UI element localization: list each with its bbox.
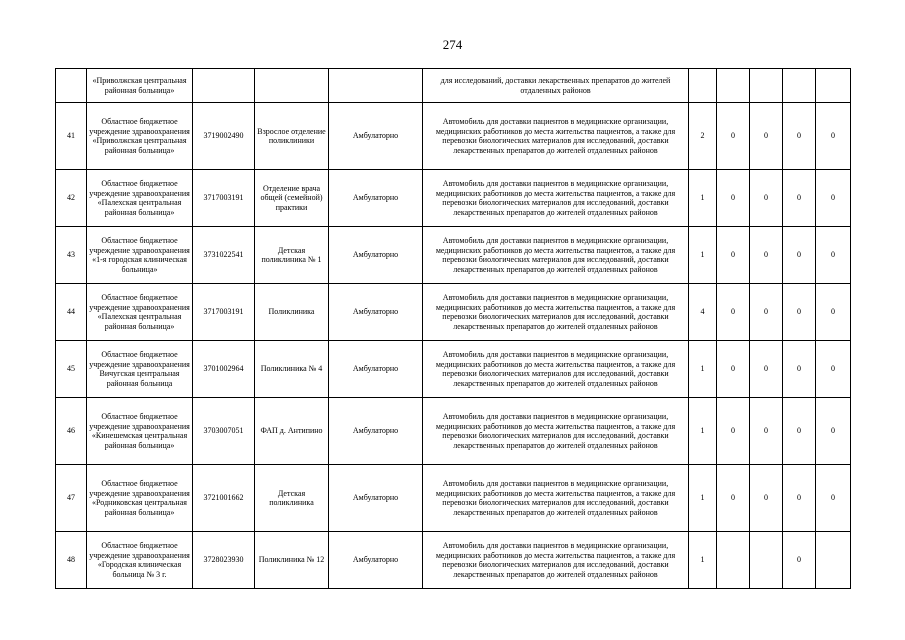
- count-cell: 0: [816, 341, 851, 398]
- vehicle-purpose: Автомобиль для доставки пациентов в медицинские организации, медицинских работников до места жительства пациентов, а также для перевозки биологических материалов для исследований, доставки лекарственных препаратов до жителей отдаленных районов: [423, 465, 689, 532]
- count-cell: 0: [717, 227, 750, 284]
- table-row: [56, 103, 851, 170]
- vehicle-purpose: для исследований, доставки лекарственных препаратов до жителей отдаленных районов: [423, 69, 689, 103]
- count-cell: 0: [783, 170, 816, 227]
- vehicle-allocation-table: [55, 68, 851, 589]
- count-cell: 1: [689, 341, 717, 398]
- organization-code: 3701002964: [193, 341, 255, 398]
- care-conditions: Амбулаторно: [329, 170, 423, 227]
- count-cell: 1: [689, 532, 717, 589]
- care-conditions: Амбулаторно: [329, 532, 423, 589]
- count-cell: 0: [750, 103, 783, 170]
- organization-name: Областное бюджетное учреждение здравоохранения «Приволжская центральная районная больница»: [87, 103, 193, 170]
- organization-code: 3719002490: [193, 103, 255, 170]
- department-name: Детская поликлиника: [255, 465, 329, 532]
- department-name: Поликлиника № 4: [255, 341, 329, 398]
- row-number: 48: [56, 532, 87, 589]
- count-cell: [783, 69, 816, 103]
- count-cell: 0: [816, 284, 851, 341]
- count-cell: 0: [783, 398, 816, 465]
- row-number: [56, 69, 87, 103]
- count-cell: 1: [689, 227, 717, 284]
- count-cell: 0: [783, 227, 816, 284]
- vehicle-purpose: Автомобиль для доставки пациентов в медицинские организации, медицинских работников до места жительства пациентов, а также для перевозки биологических материалов для исследований, доставки лекарственных препаратов до жителей отдаленных районов: [423, 532, 689, 589]
- count-cell: 0: [750, 284, 783, 341]
- count-cell: 0: [816, 465, 851, 532]
- care-conditions: [329, 69, 423, 103]
- table-row: [56, 398, 851, 465]
- table-row: [56, 284, 851, 341]
- count-cell: 0: [816, 398, 851, 465]
- care-conditions: Амбулаторно: [329, 103, 423, 170]
- count-cell: 0: [750, 398, 783, 465]
- organization-code: 3728023930: [193, 532, 255, 589]
- organization-code: [193, 69, 255, 103]
- count-cell: 0: [717, 465, 750, 532]
- count-cell: 0: [750, 341, 783, 398]
- vehicle-purpose: Автомобиль для доставки пациентов в медицинские организации, медицинских работников до места жительства пациентов, а также для перевозки биологических материалов для исследований, доставки лекарственных препаратов до жителей отдаленных районов: [423, 284, 689, 341]
- count-cell: 0: [717, 398, 750, 465]
- organization-name: Областное бюджетное учреждение здравоохранения «Кинешемская центральная районная больница»: [87, 398, 193, 465]
- row-number: 45: [56, 341, 87, 398]
- table-row: [56, 227, 851, 284]
- department-name: Детская поликлиника № 1: [255, 227, 329, 284]
- table-row: [56, 465, 851, 532]
- count-cell: [750, 532, 783, 589]
- page-number: 274: [442, 37, 463, 52]
- vehicle-purpose: Автомобиль для доставки пациентов в медицинские организации, медицинских работников до места жительства пациентов, а также для перевозки биологических материалов для исследований, доставки лекарственных препаратов до жителей отдаленных районов: [423, 341, 689, 398]
- organization-code: 3717003191: [193, 284, 255, 341]
- count-cell: 0: [783, 284, 816, 341]
- department-name: Взрослое отделение поликлиники: [255, 103, 329, 170]
- count-cell: 0: [717, 103, 750, 170]
- row-number: 47: [56, 465, 87, 532]
- count-cell: 0: [783, 341, 816, 398]
- count-cell: 4: [689, 284, 717, 341]
- organization-name: Областное бюджетное учреждение здравоохранения «Городская клиническая больница № 3 г.: [87, 532, 193, 589]
- count-cell: 0: [816, 170, 851, 227]
- department-name: Отделение врача общей (семейной) практики: [255, 170, 329, 227]
- table-row: [56, 341, 851, 398]
- organization-name: «Приволжская центральная районная больница»: [87, 69, 193, 103]
- department-name: ФАП д. Антипино: [255, 398, 329, 465]
- organization-code: 3703007051: [193, 398, 255, 465]
- count-cell: 0: [750, 227, 783, 284]
- count-cell: [816, 532, 851, 589]
- vehicle-purpose: Автомобиль для доставки пациентов в медицинские организации, медицинских работников до места жительства пациентов, а также для перевозки биологических материалов для исследований, доставки лекарственных препаратов до жителей отдаленных районов: [423, 103, 689, 170]
- count-cell: 0: [783, 465, 816, 532]
- organization-code: 3731022541: [193, 227, 255, 284]
- care-conditions: Амбулаторно: [329, 465, 423, 532]
- count-cell: 0: [816, 227, 851, 284]
- row-number: 41: [56, 103, 87, 170]
- count-cell: 0: [783, 103, 816, 170]
- organization-name: Областное бюджетное учреждение здравоохранения Вичугская центральная районная больница: [87, 341, 193, 398]
- count-cell: 0: [783, 532, 816, 589]
- department-name: [255, 69, 329, 103]
- count-cell: 0: [717, 341, 750, 398]
- organization-code: 3721001662: [193, 465, 255, 532]
- organization-name: Областное бюджетное учреждение здравоохранения «Родниковская центральная районная больница»: [87, 465, 193, 532]
- count-cell: 0: [816, 103, 851, 170]
- organization-name: Областное бюджетное учреждение здравоохранения «Палехская центральная районная больница»: [87, 170, 193, 227]
- count-cell: 0: [750, 465, 783, 532]
- vehicle-purpose: Автомобиль для доставки пациентов в медицинские организации, медицинских работников до места жительства пациентов, а также для перевозки биологических материалов для исследований, доставки лекарственных препаратов до жителей отдаленных районов: [423, 398, 689, 465]
- row-number: 43: [56, 227, 87, 284]
- organization-code: 3717003191: [193, 170, 255, 227]
- row-number: 46: [56, 398, 87, 465]
- department-name: Поликлиника № 12: [255, 532, 329, 589]
- table-row: [56, 532, 851, 589]
- organization-name: Областное бюджетное учреждение здравоохранения «1-я городская клиническая больница»: [87, 227, 193, 284]
- department-name: Поликлиника: [255, 284, 329, 341]
- count-cell: [717, 532, 750, 589]
- care-conditions: Амбулаторно: [329, 341, 423, 398]
- organization-name: Областное бюджетное учреждение здравоохранения «Палехская центральная районная больница»: [87, 284, 193, 341]
- row-number: 42: [56, 170, 87, 227]
- table-row: [56, 69, 851, 103]
- count-cell: 2: [689, 103, 717, 170]
- table-row: [56, 170, 851, 227]
- count-cell: 1: [689, 170, 717, 227]
- count-cell: 0: [750, 170, 783, 227]
- vehicle-purpose: Автомобиль для доставки пациентов в медицинские организации, медицинских работников до места жительства пациентов, а также для перевозки биологических материалов для исследований, доставки лекарственных препаратов до жителей отдаленных районов: [423, 170, 689, 227]
- care-conditions: Амбулаторно: [329, 398, 423, 465]
- vehicle-purpose: Автомобиль для доставки пациентов в медицинские организации, медицинских работников до места жительства пациентов, а также для перевозки биологических материалов для исследований, доставки лекарственных препаратов до жителей отдаленных районов: [423, 227, 689, 284]
- care-conditions: Амбулаторно: [329, 284, 423, 341]
- count-cell: 1: [689, 398, 717, 465]
- count-cell: [717, 69, 750, 103]
- count-cell: [816, 69, 851, 103]
- count-cell: [689, 69, 717, 103]
- count-cell: [750, 69, 783, 103]
- row-number: 44: [56, 284, 87, 341]
- count-cell: 1: [689, 465, 717, 532]
- care-conditions: Амбулаторно: [329, 227, 423, 284]
- count-cell: 0: [717, 284, 750, 341]
- count-cell: 0: [717, 170, 750, 227]
